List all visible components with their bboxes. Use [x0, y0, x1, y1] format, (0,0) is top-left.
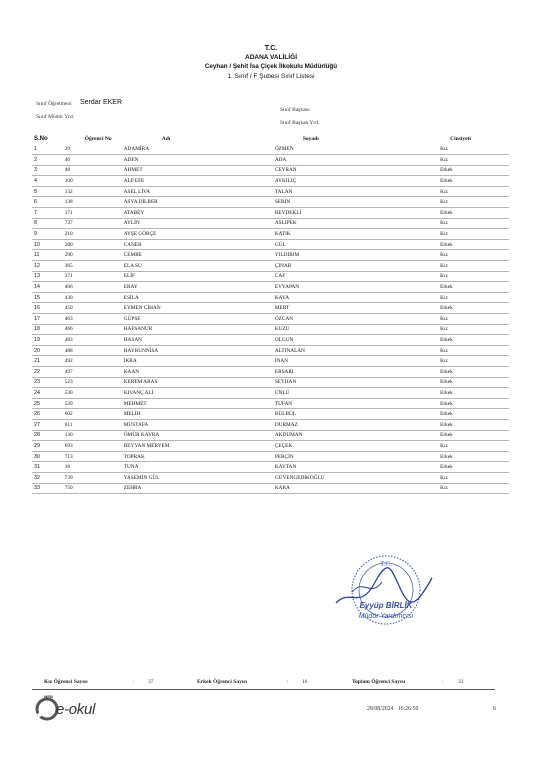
table-row [32, 441, 509, 452]
row-last-name: KAYTAN [273, 462, 438, 473]
table-row [32, 303, 509, 314]
row-last-name: ERSARI [273, 366, 438, 377]
page-number: 6 [493, 706, 496, 712]
row-student-no: 18 [63, 462, 122, 473]
row-last-name: ÇEÇEK [273, 441, 438, 452]
row-last-name: CAF [273, 271, 438, 282]
class-president-label: Sınıf Başkanı [280, 107, 310, 113]
row-sno: 26 [32, 409, 63, 420]
row-sno: 10 [32, 239, 63, 250]
row-first-name: TOPRAK [122, 451, 273, 462]
row-first-name: CEMRE [122, 250, 273, 261]
table-row [32, 324, 509, 335]
row-gender: Erkek [438, 165, 509, 176]
row-gender: Kız [438, 218, 509, 229]
col-student-no: Öğrenci No [84, 136, 112, 142]
row-student-no: 100 [63, 176, 122, 187]
row-gender: Kız [438, 197, 509, 208]
row-first-name: KIVANÇ ALİ [122, 388, 273, 399]
row-sno: 9 [32, 229, 63, 240]
row-sno: 20 [32, 345, 63, 356]
table-row [32, 356, 509, 367]
table-row [32, 165, 509, 176]
table-row [32, 208, 509, 219]
table-row [32, 186, 509, 197]
row-last-name: AYKILIÇ [273, 176, 438, 187]
row-sno: 1 [32, 144, 63, 155]
row-gender: Erkek [438, 462, 509, 473]
row-gender: Kız [438, 261, 509, 272]
row-student-no: 406 [63, 282, 122, 293]
row-student-no: 365 [63, 261, 122, 272]
row-last-name: SEYHAN [273, 377, 438, 388]
row-sno: 18 [32, 324, 63, 335]
row-student-no: 611 [63, 419, 122, 430]
total-count-separator: : [442, 679, 444, 685]
row-student-no: 371 [63, 271, 122, 282]
row-first-name: TUNA [122, 462, 273, 473]
row-student-no: 737 [63, 218, 122, 229]
row-first-name: HAFSANUR [122, 324, 273, 335]
row-student-no: 530 [63, 388, 122, 399]
row-first-name: MUSTAFA [122, 419, 273, 430]
row-last-name: ALTINALAN [273, 345, 438, 356]
row-student-no: 539 [63, 398, 122, 409]
row-gender: Kız [438, 155, 509, 166]
row-first-name: CANER [122, 239, 273, 250]
total-count-label: Toplam Öğrenci Sayısı [352, 679, 406, 685]
row-gender: Kız [438, 314, 509, 325]
row-last-name: OLGUN [273, 335, 438, 346]
table-row [32, 197, 509, 208]
boys-count-value: 16 [302, 679, 308, 685]
row-last-name: EVYAPAN [273, 282, 438, 293]
col-first-name: Adı [161, 136, 171, 142]
row-gender: Kız [438, 324, 509, 335]
row-sno: 2 [32, 155, 63, 166]
row-last-name: BÜLBÜL [273, 409, 438, 420]
vice-president-label: Sınıf Başkan Yrd. [280, 120, 320, 126]
row-sno: 6 [32, 197, 63, 208]
table-row [32, 155, 509, 166]
row-last-name: CEYRAN [273, 165, 438, 176]
row-student-no: 48 [63, 165, 122, 176]
row-sno: 32 [32, 472, 63, 483]
table-row [32, 261, 509, 272]
row-last-name: YILDIRIM [273, 250, 438, 261]
row-student-no: 430 [63, 292, 122, 303]
row-sno: 19 [32, 335, 63, 346]
row-sno: 33 [32, 483, 63, 494]
row-student-no: 739 [63, 472, 122, 483]
header-school: Ceyhan / Şehit İsa Çiçek İlkokulu Müdürlüğü [204, 63, 338, 70]
row-last-name: ASLIPEK [273, 218, 438, 229]
row-first-name: YASEMİN GÜL [122, 472, 273, 483]
row-student-no: 483 [63, 335, 122, 346]
table-row [32, 292, 509, 303]
row-last-name: KARA [273, 483, 438, 494]
header-province: ADANA VALİLİĞİ [245, 54, 297, 61]
row-sno: 16 [32, 303, 63, 314]
col-last-name: Soyadı [302, 136, 319, 142]
row-student-no: 29 [63, 144, 122, 155]
col-gender: Cinsiyeti [450, 136, 471, 142]
row-student-no: 290 [63, 250, 122, 261]
row-first-name: HASAN [122, 335, 273, 346]
row-first-name: KAAN [122, 366, 273, 377]
row-gender: Erkek [438, 388, 509, 399]
row-sno: 13 [32, 271, 63, 282]
table-row [32, 314, 509, 325]
row-first-name: ATABEY [122, 208, 273, 219]
row-last-name: KAYA [273, 292, 438, 303]
row-gender: Erkek [438, 409, 509, 420]
row-first-name: ESİLA [122, 292, 273, 303]
table-row [32, 335, 509, 346]
stamp-top-text: T.C. [380, 560, 392, 568]
row-first-name: ZEHRA [122, 483, 273, 494]
row-student-no: 130 [63, 430, 122, 441]
row-last-name: ÜNLÜ [273, 388, 438, 399]
stamp-title: Müdür Yardımcısı [358, 613, 414, 620]
row-first-name: ADEN [122, 155, 273, 166]
row-first-name: ÖMÜR KAYRA [122, 430, 273, 441]
row-last-name: ÇINAR [273, 261, 438, 272]
row-gender: Erkek [438, 176, 509, 187]
row-student-no: 602 [63, 409, 122, 420]
row-gender: Erkek [438, 430, 509, 441]
row-sno: 12 [32, 261, 63, 272]
table-row [32, 250, 509, 261]
row-sno: 7 [32, 208, 63, 219]
teacher-name: Serdar EKER [80, 99, 123, 106]
row-first-name: AHMET [122, 165, 273, 176]
row-sno: 29 [32, 441, 63, 452]
row-last-name: BEYDEKLİ [273, 208, 438, 219]
row-sno: 15 [32, 292, 63, 303]
table-row [32, 229, 509, 240]
row-student-no: 488 [63, 345, 122, 356]
row-gender: Erkek [438, 239, 509, 250]
table-row [32, 218, 509, 229]
student-table [32, 134, 509, 494]
row-sno: 4 [32, 176, 63, 187]
row-student-no: 280 [63, 239, 122, 250]
table-row [32, 239, 509, 250]
row-sno: 11 [32, 250, 63, 261]
row-student-no: 713 [63, 451, 122, 462]
row-last-name: KATIK [273, 229, 438, 240]
row-sno: 8 [32, 218, 63, 229]
row-student-no: 523 [63, 377, 122, 388]
row-student-no: 132 [63, 186, 122, 197]
table-header-row [32, 134, 509, 144]
row-first-name: AYLİN [122, 218, 273, 229]
row-gender: Erkek [438, 303, 509, 314]
row-first-name: ADAMİRA [122, 144, 273, 155]
row-first-name: ELİF [122, 271, 273, 282]
table-row [32, 430, 509, 441]
row-sno: 21 [32, 356, 63, 367]
row-student-no: 492 [63, 356, 122, 367]
row-gender: Kız [438, 356, 509, 367]
table-row [32, 144, 509, 155]
row-student-no: 171 [63, 208, 122, 219]
row-gender: Kız [438, 292, 509, 303]
row-student-no: 466 [63, 324, 122, 335]
row-sno: 24 [32, 388, 63, 399]
row-first-name: ALP EFE [122, 176, 273, 187]
boys-count-separator: : [287, 679, 289, 685]
row-first-name: KEREM ARAS [122, 377, 273, 388]
row-student-no: 693 [63, 441, 122, 452]
boys-count-label: Erkek Öğrenci Sayısı [197, 679, 248, 685]
row-last-name: GÜL [273, 239, 438, 250]
table-row [32, 176, 509, 187]
meb-logo-text: MEB [44, 694, 53, 699]
row-first-name: EYMEN CİHAN [122, 303, 273, 314]
row-gender: Erkek [438, 282, 509, 293]
vice-label: Sınıf Müdür Yrd. [36, 114, 75, 120]
teacher-label: Sınıf Öğretmeni [36, 101, 72, 107]
row-student-no: 750 [63, 483, 122, 494]
row-last-name: TUFAN [273, 398, 438, 409]
official-stamp [330, 548, 438, 626]
row-last-name: DURMAZ [273, 419, 438, 430]
row-sno: 27 [32, 419, 63, 430]
table-row [32, 483, 509, 494]
row-gender: Erkek [438, 366, 509, 377]
table-row [32, 409, 509, 420]
row-gender: Kız [438, 144, 509, 155]
table-row [32, 388, 509, 399]
girls-count-value: 37 [148, 679, 154, 685]
row-student-no: 450 [63, 303, 122, 314]
table-row [32, 377, 509, 388]
row-sno: 31 [32, 462, 63, 473]
row-gender: Erkek [438, 451, 509, 462]
table-row [32, 366, 509, 377]
row-gender: Kız [438, 271, 509, 282]
row-student-no: 138 [63, 197, 122, 208]
row-gender: Erkek [438, 208, 509, 219]
total-count-value: 33 [458, 679, 464, 685]
table-row [32, 271, 509, 282]
row-first-name: ELA SU [122, 261, 273, 272]
row-sno: 28 [32, 430, 63, 441]
row-student-no: 210 [63, 229, 122, 240]
row-student-no: 46 [63, 155, 122, 166]
row-sno: 30 [32, 451, 63, 462]
row-last-name: ADA [273, 155, 438, 166]
row-first-name: HAYRUNNİSA [122, 345, 273, 356]
row-first-name: İKRA [122, 356, 273, 367]
row-last-name: AKDUMAN [273, 430, 438, 441]
row-first-name: AYŞE GÖRÇE [122, 229, 273, 240]
row-first-name: BEYYAN MERYEM [122, 441, 273, 452]
row-first-name: MELİH [122, 409, 273, 420]
row-sno: 25 [32, 398, 63, 409]
row-student-no: 497 [63, 366, 122, 377]
row-gender: Kız [438, 441, 509, 452]
row-sno: 5 [32, 186, 63, 197]
print-datetime: 28/08/2024 16:26:50 [367, 706, 419, 712]
row-gender: Kız [438, 229, 509, 240]
row-sno: 23 [32, 377, 63, 388]
header-class: 1. Sınıf / F Şubesi Sınıf Listesi [227, 73, 315, 80]
row-last-name: ÖZCAN [273, 314, 438, 325]
row-first-name: MEHMET [122, 398, 273, 409]
row-last-name: GÜVENGEDİKOĞLU [273, 472, 438, 483]
row-gender: Erkek [438, 335, 509, 346]
table-row [32, 345, 509, 356]
table-row [32, 462, 509, 473]
row-last-name: ÖZMEN [273, 144, 438, 155]
row-student-no: 463 [63, 314, 122, 325]
row-last-name: KUZU [273, 324, 438, 335]
row-last-name: MERT [273, 303, 438, 314]
footer-divider [32, 689, 495, 690]
row-last-name: PERÇİN [273, 451, 438, 462]
row-first-name: ASYA DİLBER [122, 197, 273, 208]
row-sno: 17 [32, 314, 63, 325]
table-row [32, 419, 509, 430]
row-first-name: ERAY [122, 282, 273, 293]
col-sno: S.No [34, 136, 48, 142]
row-gender: Kız [438, 483, 509, 494]
header-tc: T.C. [264, 45, 278, 52]
row-gender: Erkek [438, 398, 509, 409]
row-gender: Kız [438, 250, 509, 261]
row-last-name: İNAN [273, 356, 438, 367]
row-gender: Kız [438, 345, 509, 356]
row-sno: 3 [32, 165, 63, 176]
row-gender: Erkek [438, 377, 509, 388]
table-row [32, 451, 509, 462]
row-last-name: SERİN [273, 197, 438, 208]
girls-count-separator: : [133, 679, 135, 685]
stamp-name: Eyyüp BİRLİK [359, 601, 413, 610]
table-row [32, 472, 509, 483]
row-gender: Kız [438, 186, 509, 197]
row-first-name: GÜPSE [122, 314, 273, 325]
row-gender: Kız [438, 472, 509, 483]
row-first-name: ASEL LİVA [122, 186, 273, 197]
girls-count-label: Kız Öğrenci Sayısı [44, 679, 88, 685]
row-last-name: TALAN [273, 186, 438, 197]
row-gender: Erkek [438, 419, 509, 430]
eokul-logo-text: e-okul [56, 701, 96, 718]
row-sno: 14 [32, 282, 63, 293]
row-sno: 22 [32, 366, 63, 377]
table-row [32, 282, 509, 293]
table-row [32, 398, 509, 409]
